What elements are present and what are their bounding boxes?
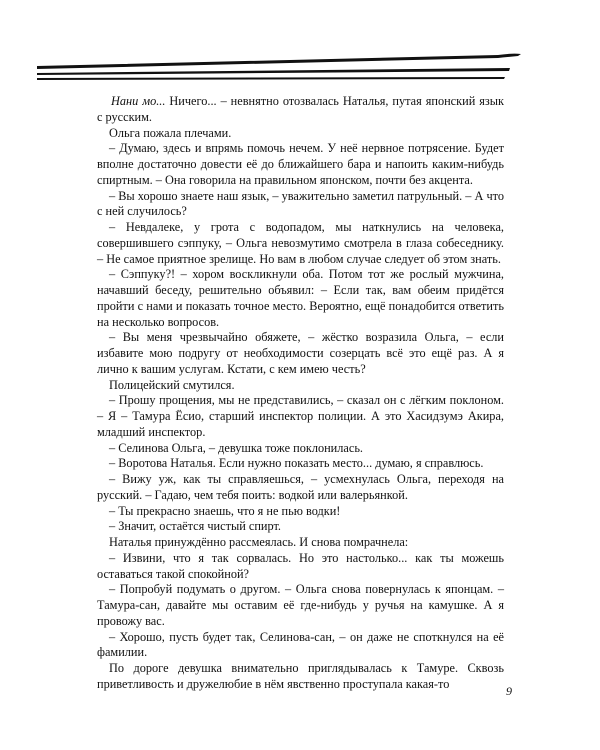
paragraph: Наталья принуждённо рассмеялась. И снова помрачнела: bbox=[109, 535, 409, 549]
paragraph: – Прошу прощения, мы не представились, – сказал он с лёгким поклоном. – Я – Тамура Ёсио, старший инспектор полиции. А это Хасидзумэ Акира, младший инспектор. bbox=[97, 393, 504, 439]
header-rule-line-1 bbox=[37, 54, 521, 69]
paragraph: – Ты прекрасно знаешь, что я не пью водки! bbox=[109, 503, 341, 518]
paragraph: – Попробуй подумать о другом. – Ольга снова повернулась к японцам. – Тамура-сан, давайте мы оставим её где-нибудь у ручья на камушке. А я провожу вас. bbox=[97, 582, 504, 628]
italic-phrase: Нани мо... bbox=[111, 94, 166, 108]
body-text bbox=[97, 94, 504, 693]
paragraph: – Значит, остаётся чистый спирт. bbox=[109, 519, 281, 534]
paragraph: По дороге девушка внимательно приглядывалась к Тамуре. Сквозь приветливость и дружелюбие в нём явственно проступала какая-то bbox=[97, 661, 504, 691]
header-rule-line-2 bbox=[37, 68, 510, 75]
paragraph: – Вы хорошо знаете наш язык, – уважительно заметил патрульный. – А что с ней случилось? bbox=[97, 188, 504, 219]
paragraph: Нани мо... Ничего... – невнятно отозвалась Наталья, путая японский язык с русским. bbox=[97, 94, 504, 124]
paragraph: Полицейский смутился. bbox=[109, 377, 235, 392]
paragraph: – Думаю, здесь и впрямь помочь нечем. У неё нервное потрясение. Будет вполне достаточно довести её до ближайшего бара и напоить каким-нибудь спиртным. – Она говорила на правильном японском, почти без акцента. bbox=[97, 141, 504, 187]
page-number: 9 bbox=[506, 684, 512, 698]
paragraph: – Вы меня чрезвычайно обяжете, – жёстко возразила Ольга, – если избавите мою подругу от необходимости созерцать всё это ещё раз. А я лично к вашим услугам. Кстати, с кем имею честь? bbox=[97, 330, 504, 376]
paragraph: – Селинова Ольга, – девушка тоже поклонилась. bbox=[109, 440, 363, 455]
paragraph: Ольга пожала плечами. bbox=[109, 125, 232, 140]
paragraph: – Извини, что я так сорвалась. Но это настолько... как ты можешь оставаться такой спокойной? bbox=[97, 550, 504, 581]
header-rule-line-3 bbox=[37, 77, 505, 80]
paragraph: – Сэппуку?! – хором воскликнули оба. Потом тот же рослый мужчина, начавший беседу, решительно объявил: – Если так, вам обеим придётся пройти с нами и показать точное место. Вероятно, ещё понадобится ответить на несколько вопросов. bbox=[97, 267, 504, 329]
paragraph: – Воротова Наталья. Если нужно показать место... думаю, я справлюсь. bbox=[109, 456, 484, 471]
paragraph: – Невдалеке, у грота с водопадом, мы наткнулись на человека, совершившего сэппуку, – Ольга невозмутимо смотрела в глаза собеседнику. – Не самое приятное зрелище. Но вам в любом случае следует об этом знать. bbox=[97, 220, 504, 266]
header-rule-swoosh bbox=[0, 44, 600, 84]
paragraph: – Хорошо, пусть будет так, Селинова-сан, – он даже не споткнулся на её фамилии. bbox=[97, 629, 504, 660]
paragraph: – Вижу уж, как ты справляешься, – усмехнулась Ольга, переходя на русский. – Гадаю, чем тебя поить: водкой или валерьянкой. bbox=[97, 472, 504, 502]
